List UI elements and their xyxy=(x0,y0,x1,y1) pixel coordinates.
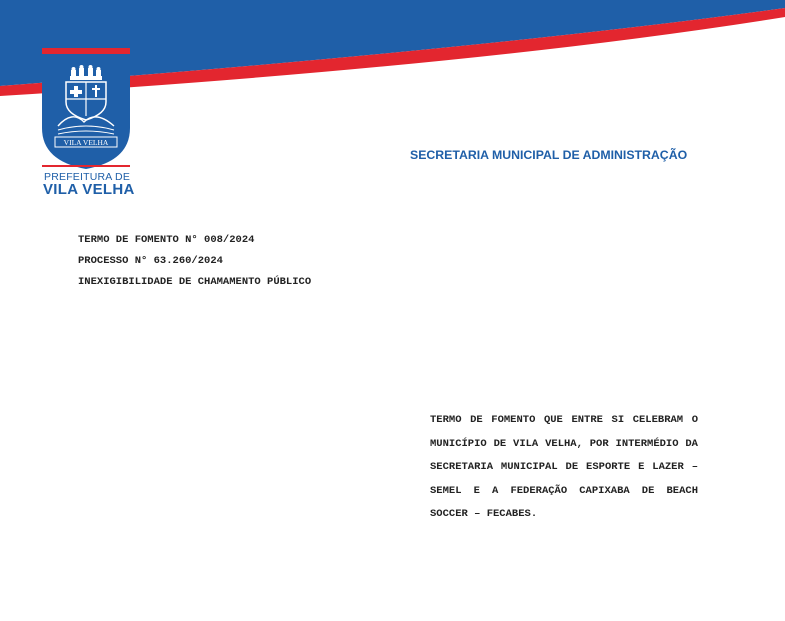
seal-banner-text: VILA VELHA xyxy=(63,138,109,147)
ementa-paragraph: TERMO DE FOMENTO QUE ENTRE SI CELEBRAM O MUNICÍPIO DE VILA VELHA, POR INTERMÉDIO DA SECRETARIA MUNICIPAL DE ESPORTE E LAZER – SEMEL E A FEDERAÇÃO CAPIXABA DE BEACH SOCCER – FECABES. xyxy=(430,414,698,520)
termo-number: TERMO DE FOMENTO N° 008/2024 xyxy=(78,234,255,246)
department-title: SECRETARIA MUNICIPAL DE ADMINISTRAÇÃO xyxy=(410,148,688,162)
org-name-line2: VILA VELHA xyxy=(43,181,135,198)
modalidade: INEXIGIBILIDADE DE CHAMAMENTO PÚBLICO xyxy=(78,276,312,288)
org-name-line1: PREFEITURA DE xyxy=(44,171,131,183)
document-identifiers xyxy=(78,234,311,297)
processo-number: PROCESSO N° 63.260/2024 xyxy=(78,255,223,267)
